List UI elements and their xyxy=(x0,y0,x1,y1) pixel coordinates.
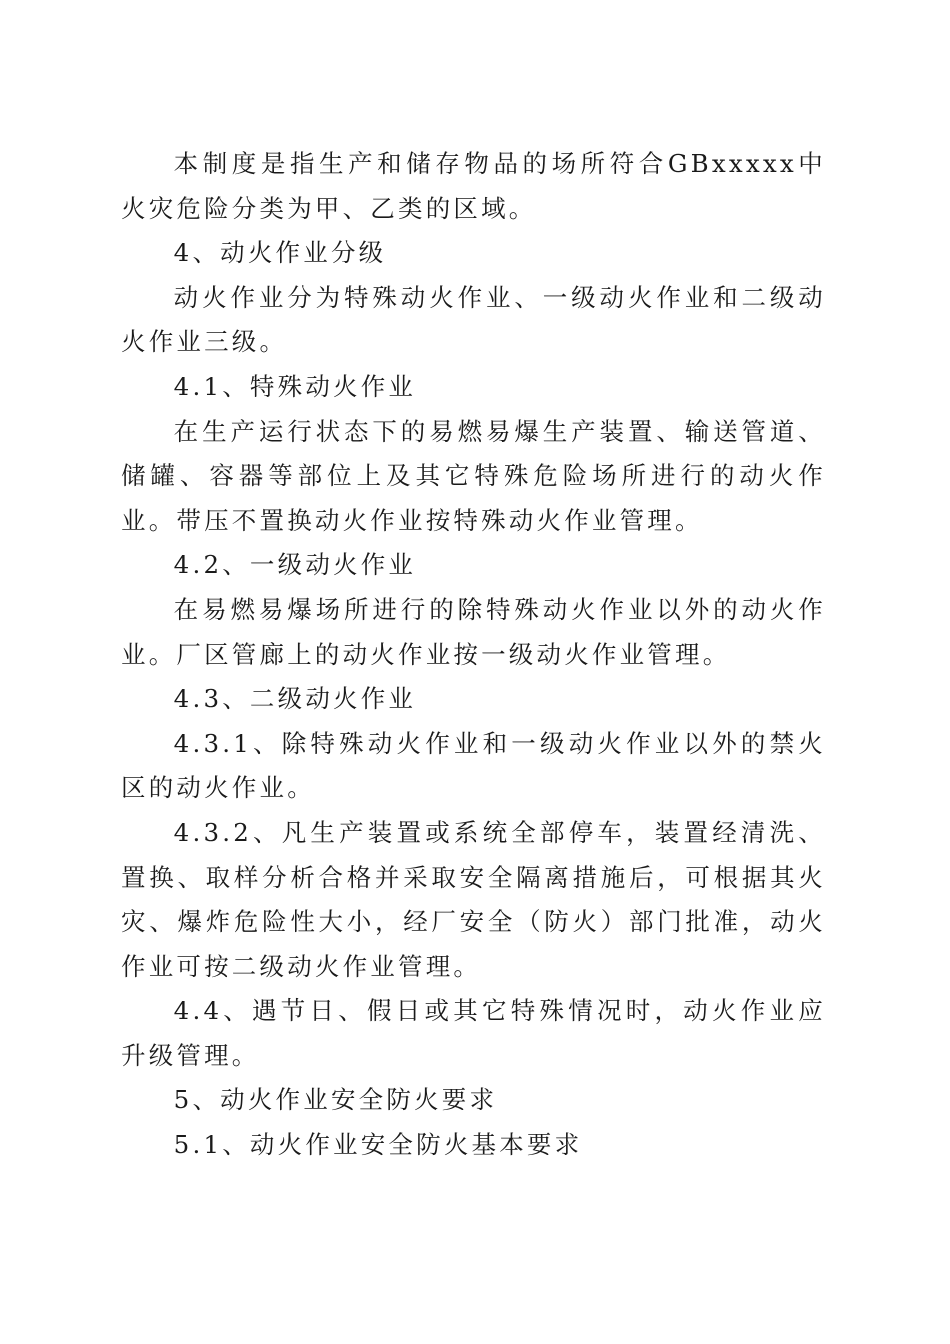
heading-section-4-3: 4.3、二级动火作业 xyxy=(173,684,417,714)
heading-section-4-2: 4.2、一级动火作业 xyxy=(173,550,417,580)
heading-section-4-1: 4.1、特殊动火作业 xyxy=(173,371,417,401)
paragraph-special-hot-work: 在生产运行状态下的易燃易爆生产装置、输送管道、储罐、容器等部位上及其它特殊危险场所进行的动火作业。带压不置换动火作业按特殊动火作业管理。 xyxy=(121,416,826,535)
paragraph-classification: 动火作业分为特殊动火作业、一级动火作业和二级动火作业三级。 xyxy=(121,282,826,357)
heading-section-4: 4、动火作业分级 xyxy=(173,238,387,268)
paragraph-scope: 本制度是指生产和储存物品的场所符合GBxxxxx中火灾危险分类为甲、乙类的区域。 xyxy=(121,149,826,223)
paragraph-first-level-hot-work: 在易燃易爆场所进行的除特殊动火作业以外的动火作业。厂区管廊上的动火作业按一级动火作业管理。 xyxy=(121,594,826,669)
heading-section-5-1: 5.1、动火作业安全防火基本要求 xyxy=(173,1130,583,1160)
paragraph-section-4-3-1: 4.3.1、除特殊动火作业和一级动火作业以外的禁火区的动火作业。 xyxy=(121,728,826,803)
document-body xyxy=(121,142,826,1168)
paragraph-section-4-4: 4.4、遇节日、假日或其它特殊情况时，动火作业应升级管理。 xyxy=(121,996,826,1070)
heading-section-5: 5、动火作业安全防火要求 xyxy=(173,1085,498,1115)
paragraph-section-4-3-2: 4.3.2、凡生产装置或系统全部停车，装置经清洗、置换、取样分析合格并采取安全隔离措施后，可根据其火灾、爆炸危险性大小，经厂安全（防火）部门批准，动火作业可按二级动火作业管理。 xyxy=(121,817,826,981)
